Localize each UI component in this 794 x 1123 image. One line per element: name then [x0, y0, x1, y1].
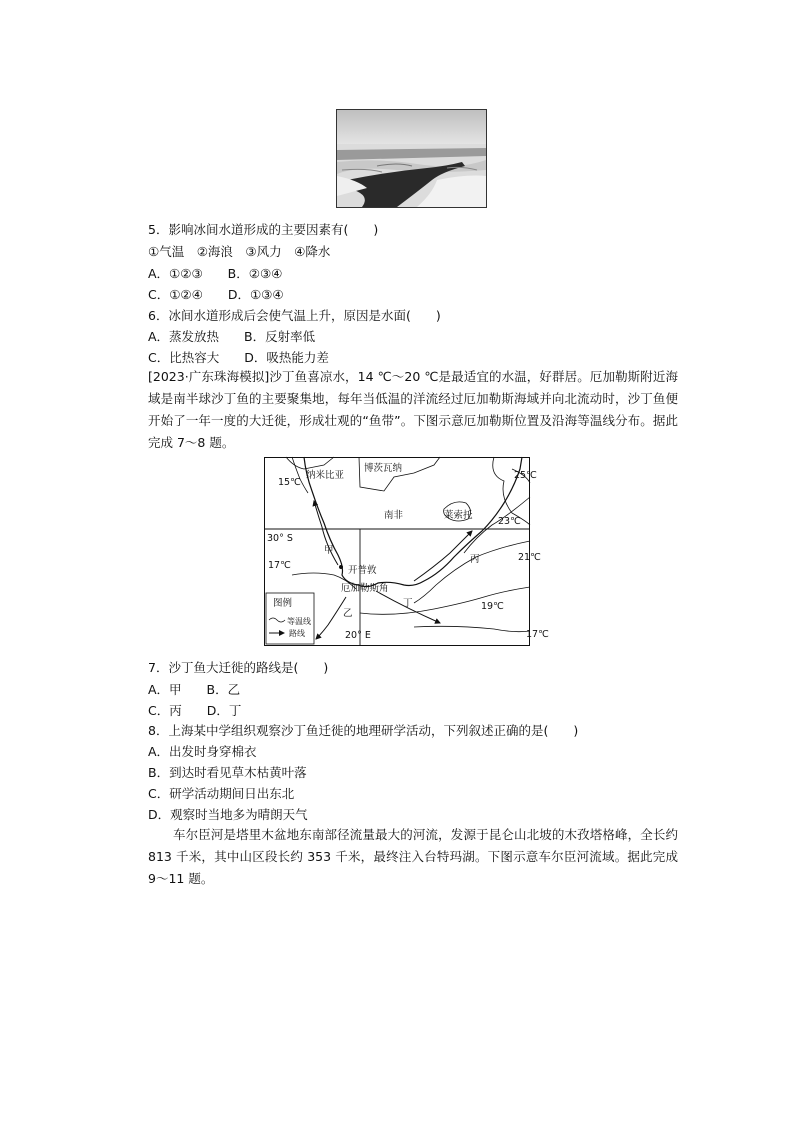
label-20e: 20° E: [345, 630, 371, 641]
label-17c-south: 17℃: [526, 629, 549, 640]
label-namibia: 纳米比亚: [306, 470, 345, 481]
q6-options-ab: A．蒸发放热 B．反射率低: [148, 329, 316, 344]
sea-ice-photo: [336, 109, 487, 208]
q8-stem: 8．上海某中学组织观察沙丁鱼迁徙的地理研学活动，下列叙述正确的是( ): [148, 723, 579, 738]
q5-options-ab: A．①②③ B．②③④: [148, 266, 283, 281]
label-23c: 23℃: [498, 516, 521, 527]
label-south-africa: 南非: [384, 510, 404, 521]
q5-options-cd: C．①②④ D．①③④: [148, 287, 284, 302]
cape-town-marker: [339, 565, 343, 569]
label-lesotho: 莱索托: [444, 510, 473, 521]
q6-options-cd: C．比热容大 D．吸热能力差: [148, 350, 329, 365]
label-cape-town: 开普敦: [348, 565, 377, 576]
q7-stem: 7．沙丁鱼大迁徙的路线是( ): [148, 660, 329, 675]
q8-option-c: C．研学活动期间日出东北: [148, 786, 295, 801]
label-30s: 30° S: [267, 533, 293, 544]
label-21c: 21℃: [518, 552, 541, 563]
label-yi: 乙: [343, 608, 353, 619]
label-bing: 丙: [470, 554, 480, 565]
label-25c: 25℃: [514, 470, 537, 481]
legend-title: 图例: [273, 598, 293, 609]
q8-option-d: D．观察时当地多为晴朗天气: [148, 807, 308, 822]
passage-cherchen-river: 车尔臣河是塔里木盆地东南部径流量最大的河流，发源于昆仑山北坡的木孜塔格峰，全长约 813 千米，其中山区段长约 353 千米，最终注入台特玛湖。下图示意车尔臣河流域。据此完成 9～11 题。: [148, 827, 678, 886]
q7-options-ab: A．甲 B．乙: [148, 682, 241, 697]
label-17c-west: 17℃: [268, 560, 291, 571]
label-cape-agulhas: 厄加勒斯角: [341, 583, 389, 594]
q8-option-b: B．到达时看见草木枯黄叶落: [148, 765, 307, 780]
legend-isotherm-label: 等温线: [287, 617, 311, 626]
legend-route-label: 路线: [289, 629, 305, 638]
label-botswana: 博茨瓦纳: [364, 463, 403, 474]
q8-option-a: A．出发时身穿棉衣: [148, 744, 257, 759]
label-19c: 19℃: [481, 601, 504, 612]
q7-options-cd: C．丙 D．丁: [148, 703, 242, 718]
q6-stem: 6．冰间水道形成后会使气温上升，原因是水面( ): [148, 308, 441, 323]
label-ding: 丁: [403, 598, 413, 609]
q5-stem: 5．影响冰间水道形成的主要因素有( ): [148, 222, 379, 237]
label-15c: 15℃: [278, 477, 301, 488]
agulhas-map: [264, 457, 549, 646]
passage-sardine: [2023·广东珠海模拟]沙丁鱼喜凉水，14 ℃～20 ℃是最适宜的水温，好群居。厄加勒斯附近海域是南半球沙丁鱼的主要聚集地，每年当低温的洋流经过厄加勒斯海域并向北流动时，沙丁鱼便开始了一年一度的大迁徙，形成壮观的“鱼带”。下图示意厄加勒斯位置及沿海等温线分布。据此完成 7～8 题。: [148, 369, 678, 450]
q5-items: ①气温 ②海浪 ③风力 ④降水: [148, 244, 331, 259]
label-jia: 甲: [324, 545, 334, 556]
